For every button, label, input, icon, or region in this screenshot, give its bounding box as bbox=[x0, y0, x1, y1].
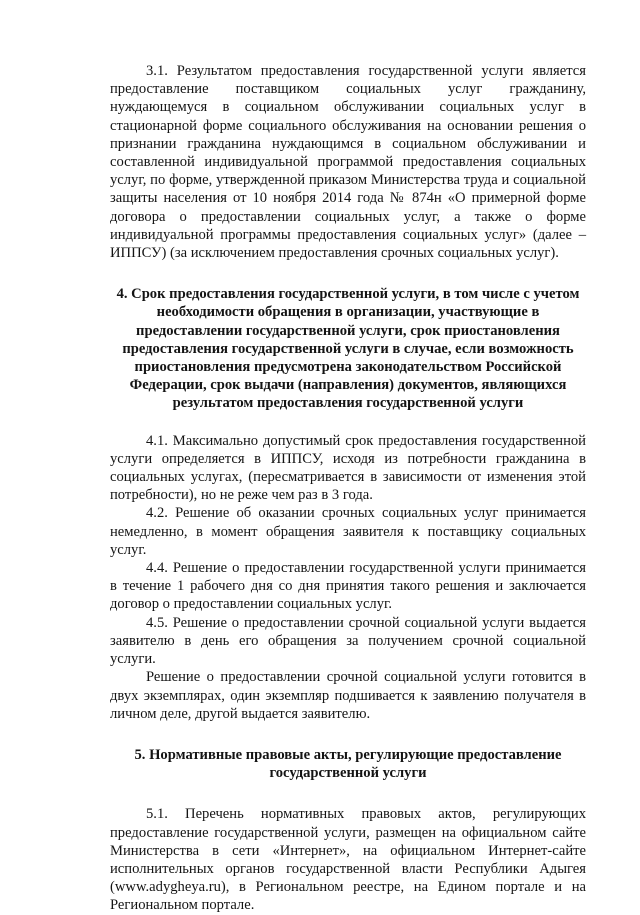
section-4-heading: 4. Срок предоставления государственной услуги, в том числе с учетом необходимости обращения в организации, участвующие в предоставлении государственной услуги, срок приостановления предоставления государственной услуги в случае, если возможность приостановления предусмотрена законодательством Российской Федерации, срок выдачи (направления) документов, являющихся результатом предоставления государственной услуги bbox=[116, 286, 580, 412]
spacer bbox=[110, 723, 586, 746]
paragraph-3-1: 3.1. Результатом предоставления государственной услуги является предоставление поставщиком социальных услуг гражданину, нуждающемуся в социальном обслуживании социальных услуг в стационарной форме социального обслуживания на основании решения о признании гражданина нуждающимся в социальном обслуживании и составленной индивидуальной программой предоставления социальных услуг, по форме, утвержденной приказом Министерства труда и социальной защиты населения от 10 ноября 2014 года № 874н «О примерной форме договора о предоставлении социальных услуг, а также о форме индивидуальной программы предоставления социальных услуг» (далее – ИППСУ) (за исключением предоставления срочных социальных услуг). bbox=[110, 63, 586, 262]
spacer bbox=[110, 413, 586, 432]
paragraph-4-4: 4.4. Решение о предоставлении государственной услуги принимается в течение 1 рабочего дня со дня принятия такого решения и заключается договор о предоставлении социальных услуг. bbox=[110, 560, 586, 613]
paragraph-5-1: 5.1. Перечень нормативных правовых актов, регулирующих предоставление государственной услуги, размещен на официальном сайте Министерства в сети «Интернет», на официальном Интернет-сайте исполнительных органов государственной власти Республики Адыгея (www.adygheya.ru), в Региональном реестре, на Едином портале и на Региональном портале. bbox=[110, 806, 586, 914]
spacer bbox=[110, 262, 586, 285]
document-page bbox=[110, 62, 586, 915]
section-5-heading: 5. Нормативные правовые акты, регулирующие предоставление государственной услуги bbox=[134, 746, 562, 782]
paragraph-4-5: 4.5. Решение о предоставлении срочной социальной услуги выдается заявителю в день его обращения за получением срочной социальной услуги. bbox=[110, 614, 586, 668]
paragraph-4-2: 4.2. Решение об оказании срочных социальных услуг принимается немедленно, в момент обращения заявителя к поставщику социальных услуг. bbox=[110, 505, 586, 558]
paragraph-4-5-continued: Решение о предоставлении срочной социальной услуги готовится в двух экземплярах, один экземпляр подшивается к заявлению получателя в личном деле, другой выдается заявителю. bbox=[110, 669, 586, 722]
spacer bbox=[110, 782, 586, 805]
paragraph-4-1: 4.1. Максимально допустимый срок предоставления государственной услуги определяется в ИППСУ, исходя из потребности гражданина в социальных услугах, (пересматривается в зависимости от изменения этой потребности), но не реже чем раз в 3 года. bbox=[110, 432, 586, 504]
